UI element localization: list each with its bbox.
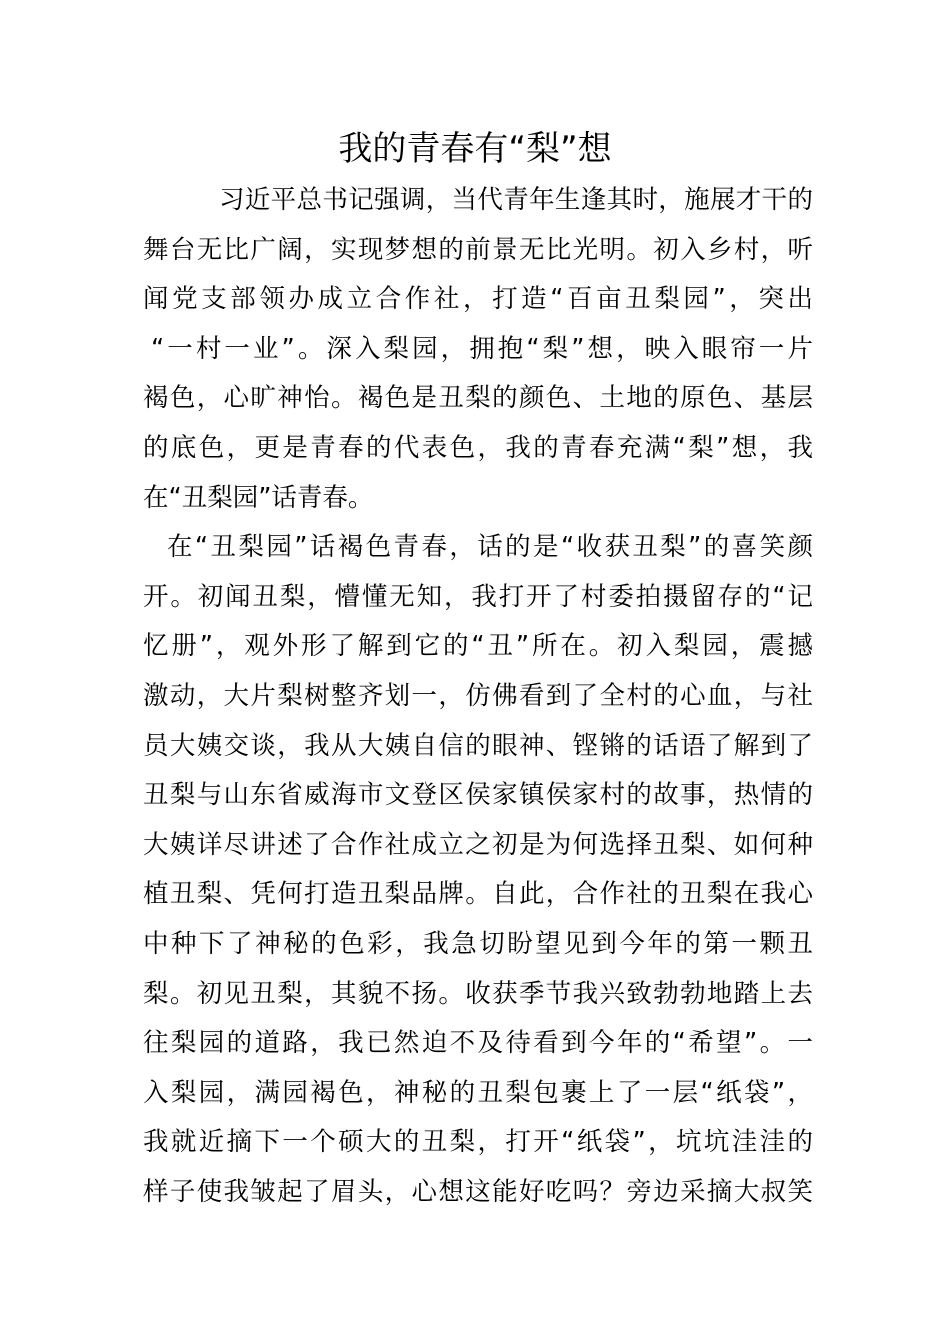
- text-line: 大姨详尽讲述了合作社成立之初是为何选择丑梨、如何种: [143, 829, 813, 860]
- text-line: 丑梨与山东省威海市文登区侯家镇侯家村的故事，热情的: [143, 780, 813, 811]
- document-body: [143, 176, 813, 1217]
- text-line: 中种下了神秘的色彩，我急切盼望见到今年的第一颗丑: [143, 928, 813, 959]
- text-line: 习近平总书记强调，当代青年生逢其时，施展才干的: [219, 185, 813, 215]
- text-line: 舞台无比广阔，实现梦想的前景无比光明。初入乡村，听: [143, 234, 813, 265]
- text-line: 往梨园的道路，我已然迫不及待看到今年的“希望”。一: [143, 1028, 813, 1059]
- text-line: 忆册”，观外形了解到它的“丑”所在。初入梨园，震撼: [143, 631, 813, 662]
- text-line: 我就近摘下一个硕大的丑梨，打开“纸袋”，坑坑洼洼的: [143, 1127, 813, 1158]
- text-line: “一村一业”。深入梨园，拥抱“梨”想，映入眼帘一片: [151, 333, 813, 364]
- text-line: 褐色，心旷神怡。褐色是丑梨的颜色、土地的原色、基层: [143, 383, 813, 414]
- text-line: 激动，大片梨树整齐划一，仿佛看到了全村的心血，与社: [143, 680, 813, 711]
- text-line: 员大姨交谈，我从大姨自信的眼神、铿锵的话语了解到了: [143, 730, 813, 761]
- text-line: 梨。初见丑梨，其貌不扬。收获季节我兴致勃勃地踏上去: [143, 978, 813, 1009]
- text-line: 的底色，更是青春的代表色，我的青春充满“梨”想，我: [143, 432, 813, 463]
- text-line: 闻党支部领办成立合作社，打造“百亩丑梨园”，突出: [143, 284, 813, 315]
- text-line: 开。初闻丑梨，懵懂无知，我打开了村委拍摄留存的“记: [143, 581, 813, 612]
- text-line: 入梨园，满园褐色，神秘的丑梨包裹上了一层“纸袋”，: [143, 1077, 813, 1108]
- text-line: 植丑梨、凭何打造丑梨品牌。自此，合作社的丑梨在我心: [143, 879, 813, 910]
- text-line: 在“丑梨园”话青春。: [143, 482, 374, 513]
- text-line: 在“丑梨园”话褐色青春，话的是“收获丑梨”的喜笑颜: [167, 532, 813, 563]
- text-line: 样子使我皱起了眉头，心想这能好吃吗？旁边采摘大叔笑: [143, 1176, 813, 1207]
- document-title: 我的青春有“梨”想: [338, 129, 612, 169]
